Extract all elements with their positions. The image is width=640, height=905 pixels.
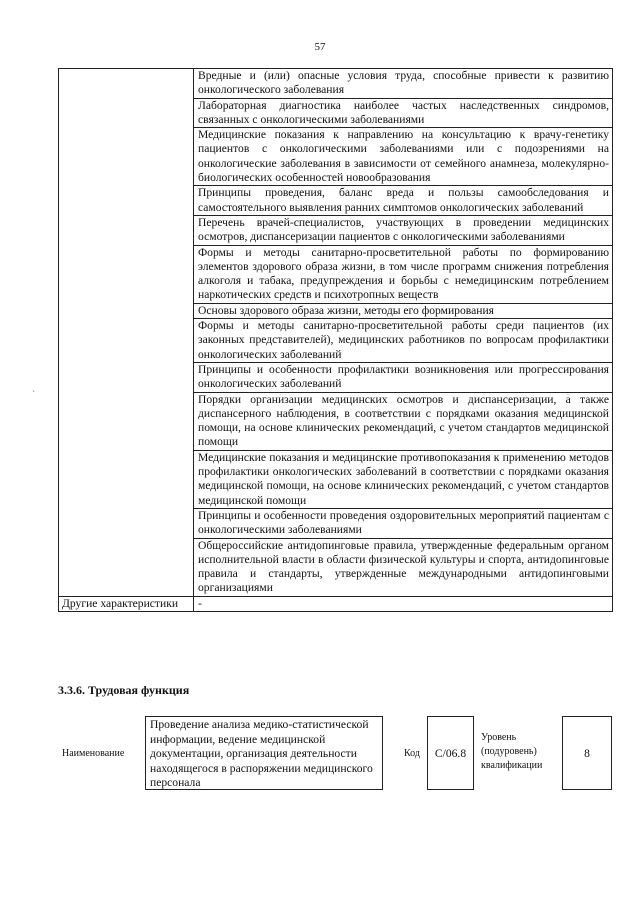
- stray-mark: `: [32, 389, 35, 399]
- level-value-box: 8: [562, 716, 612, 790]
- table-cell: Принципы и особенности профилактики возникновения или прогрессирования онкологических заболеваний: [194, 362, 613, 392]
- table-cell: Основы здорового образа жизни, методы его формирования: [194, 303, 613, 318]
- code-value-box: С/06.8: [427, 716, 474, 790]
- table-label-cell: [59, 69, 194, 597]
- section-heading: 3.3.6. Трудовая функция: [58, 683, 190, 697]
- other-characteristics-label: Другие характеристики: [59, 596, 194, 611]
- table-cell: Принципы и особенности проведения оздоровительных мероприятий пациентам с онкологическими заболеваниями: [194, 508, 613, 538]
- table-cell: Общероссийские антидопинговые правила, утвержденные федеральным органом исполнительной власти в области физической культуры и спорта, антидопинговые правила и стандарты, утвержденные международными антидопинговыми организациями: [194, 538, 613, 596]
- level-label: Уровень (подуровень) квалификации: [481, 732, 543, 771]
- code-label: Код: [404, 748, 420, 759]
- table-row: [59, 69, 613, 99]
- function-name-box: Проведение анализа медико-статистической информации, ведение медицинской документации, организация деятельности находящегося в распоряжении медицинского персонала: [145, 716, 383, 790]
- table-row: [59, 596, 613, 611]
- table-cell: Перечень врачей-специалистов, участвующих в проведении медицинских осмотров, диспансеризации пациентов с онкологическими заболеваниями: [194, 215, 613, 245]
- table-cell: Принципы проведения, баланс вреда и пользы самообследования и самостоятельного выявления ранних симптомов онкологических заболеваний: [194, 186, 613, 216]
- table-cell: Формы и методы санитарно-просветительной работы среди пациентов (их законных представителей), медицинских работников по вопросам профилактики онкологических заболеваний: [194, 319, 613, 363]
- table-cell: Формы и методы санитарно-просветительной работы по формированию элементов здорового образа жизни, в том числе программ снижения потребления алкоголя и табака, предупреждения и борьбы с немедицинским потреблением наркотических средств и психотропных веществ: [194, 245, 613, 303]
- other-characteristics-value: -: [194, 596, 613, 611]
- table-cell: Медицинские показания к направлению на консультацию к врачу-генетику пациентов с онкологическими заболеваниями или с подозрениями на онкологические заболевания в зависимости от семейного анамнеза, молекулярно-биологических особенностей новообразования: [194, 128, 613, 186]
- table-cell: Порядки организации медицинских осмотров и диспансеризации, а также диспансерного наблюдения, в соответствии с порядками оказания медицинской помощи, на основе клинических рекомендаций, с учетом стандартов медицинской помощи: [194, 392, 613, 450]
- table-cell: Вредные и (или) опасные условия труда, способные привести к развитию онкологического заболевания: [194, 69, 613, 99]
- page-number: 57: [314, 41, 326, 53]
- table-cell: Лабораторная диагностика наиболее частых наследственных синдромов, связанных с онкологическими заболеваниями: [194, 98, 613, 128]
- table-cell: Медицинские показания и медицинские противопоказания к применению методов профилактики онкологических заболеваний в соответствии с порядками оказания медицинской помощи, на основе клинических рекомендаций, с учетом стандартов медицинской помощи: [194, 450, 613, 508]
- name-label: Наименование: [62, 748, 125, 759]
- knowledge-table: [58, 68, 613, 612]
